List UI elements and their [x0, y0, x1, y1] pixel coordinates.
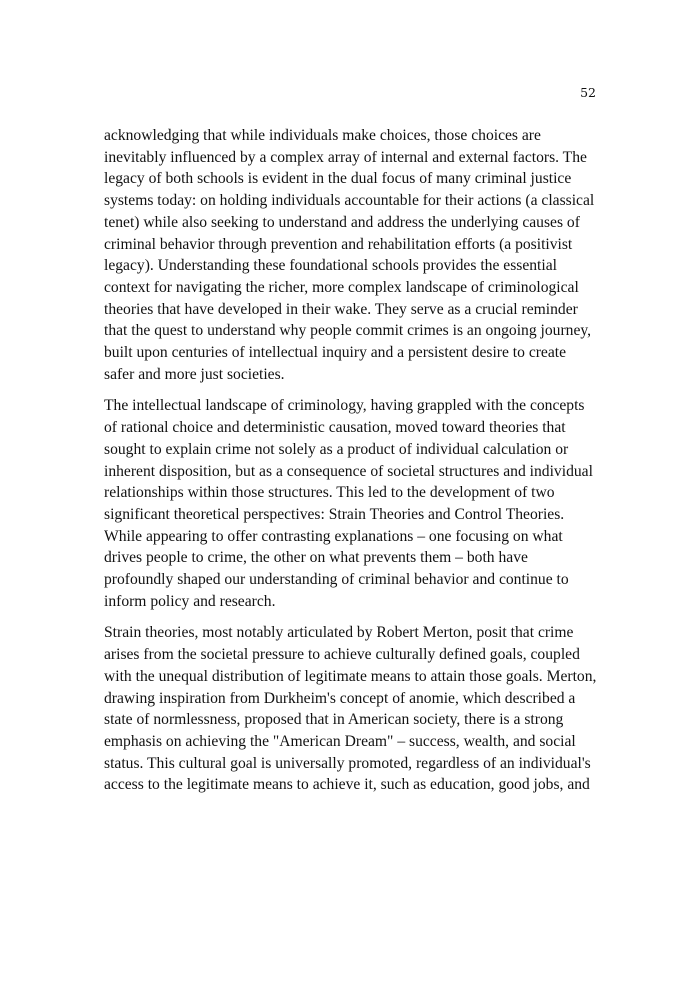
- body-text: [104, 125, 600, 806]
- paragraph: acknowledging that while individuals make choices, those choices are inevitably influenced by a complex array of internal and external factors. The legacy of both schools is evident in the dual focus of many criminal justice systems today: on holding individuals accountable for their actions (a classical tenet) while also seeking to understand and address the underlying causes of criminal behavior through prevention and rehabilitation efforts (a positivist legacy). Understanding these foundational schools provides the essential context for navigating the richer, more complex landscape of criminological theories that have developed in their wake. They serve as a crucial reminder that the quest to understand why people commit crimes is an ongoing journey, built upon centuries of intellectual inquiry and a persistent desire to create safer and more just societies.: [104, 127, 595, 383]
- paragraph: The intellectual landscape of criminology, having grappled with the concepts of rational choice and deterministic causation, moved toward theories that sought to explain crime not solely as a product of individual calculation or inherent disposition, but as a consequence of societal structures and individual relationships within those structures. This led to the development of two significant theoretical perspectives: Strain Theories and Control Theories. While appearing to offer contrasting explanations – one focusing on what drives people to crime, the other on what prevents them – both have profoundly shaped our understanding of criminal behavior and continue to inform policy and research.: [104, 397, 593, 610]
- paragraph: Strain theories, most notably articulated by Robert Merton, posit that crime arises from the societal pressure to achieve culturally defined goals, coupled with the unequal distribution of legitimate means to attain those goals. Merton, drawing inspiration from Durkheim's concept of anomie, which described a state of normlessness, proposed that in American society, there is a strong emphasis on achieving the "American Dream" – success, wealth, and social status. This cultural goal is universally promoted, regardless of an individual's access to the legitimate means to achieve it, such as education, good jobs, and: [104, 624, 597, 794]
- page-number: 52: [580, 85, 596, 100]
